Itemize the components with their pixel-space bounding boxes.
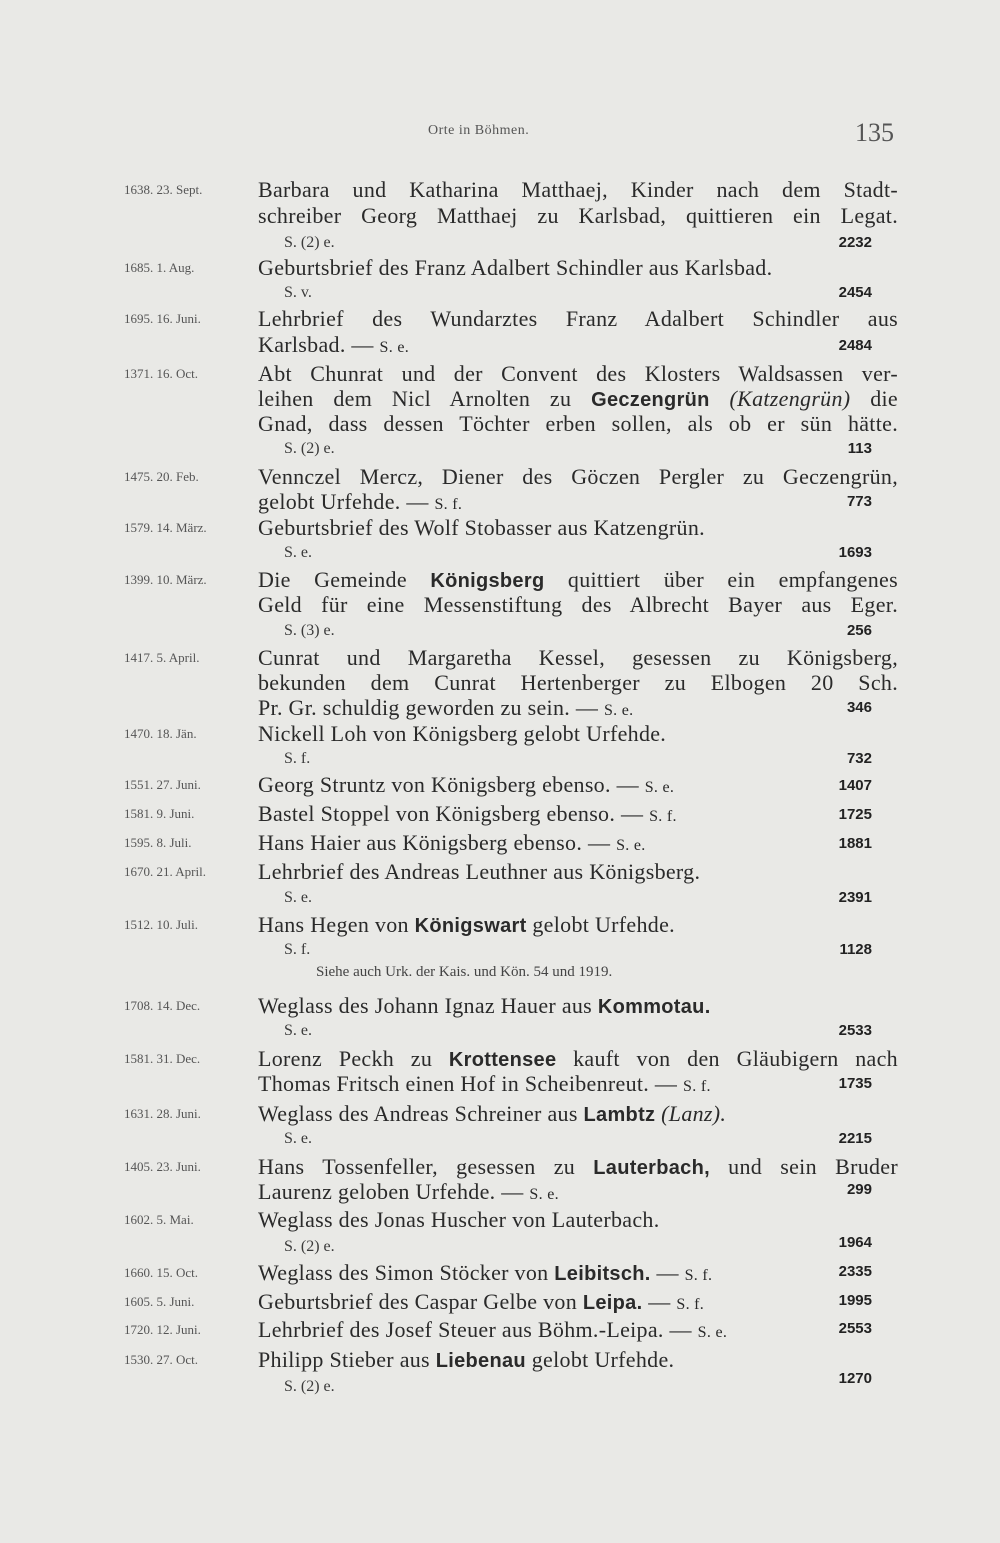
place-variant: (Lanz). — [661, 1101, 727, 1126]
entry-date: 1708. 14. Dec. — [124, 998, 201, 1013]
entry-text: und sein Bruder — [728, 1154, 898, 1179]
place-name: Königswart — [414, 915, 527, 937]
entry-text-line: Abt Chunrat und der Convent des Klosters Waldsassen ver- — [258, 361, 898, 386]
place-name: Leibitsch. — [554, 1263, 651, 1285]
place-variant: (Katzengrün) — [729, 386, 851, 411]
entry-date: 1399. 10. März. — [124, 572, 207, 587]
document-number: 732 — [846, 750, 872, 767]
document-number: 2484 — [838, 337, 872, 354]
place-name: Krottensee — [448, 1049, 557, 1071]
seal-note: S. e. — [284, 544, 312, 561]
entry-text: Weglass des Simon Stöcker von — [258, 1260, 549, 1285]
entry-date: 1581. 9. Juni. — [124, 806, 195, 821]
place-name: Liebenau — [435, 1350, 526, 1372]
entry-date: 1602. 5. Mai. — [124, 1212, 194, 1227]
document-number: 1725 — [838, 806, 872, 823]
entry-date: 1670. 21. April. — [124, 864, 206, 879]
entry-text-line — [258, 992, 898, 1021]
seal-note: S. (2) e. — [284, 1238, 335, 1255]
document-number: 2533 — [838, 1022, 872, 1039]
entry-date: 1631. 28. Juni. — [124, 1106, 201, 1121]
document-number: 2215 — [838, 1130, 872, 1147]
entry-text-line: Nickell Loh von Königsberg gelobt Urfehde. — [258, 721, 667, 746]
entry-text: Bastel Stoppel von Königsberg ebenso. — — [258, 801, 644, 826]
document-number: 1881 — [838, 835, 872, 852]
entry-text: Hans Haier aus Königsberg ebenso. — — [258, 830, 611, 855]
entry-text: leihen dem Nicl Arnolten zu — [258, 386, 572, 411]
seal-note: S. f. — [649, 808, 677, 825]
entry-date: 1530. 27. Oct. — [124, 1352, 199, 1367]
seal-note: S. v. — [284, 284, 312, 301]
document-number: 2553 — [838, 1320, 872, 1337]
entry-text: kauft von den Gläubigern nach — [573, 1046, 898, 1071]
seal-note: S. e. — [603, 702, 634, 719]
entry-text: — — [656, 1260, 679, 1285]
entry-date: 1579. 14. März. — [124, 520, 207, 535]
entry-text: Lehrbrief des Josef Steuer aus Böhm.-Leipa. — — [258, 1317, 692, 1342]
running-header: Orte in Böhmen. — [428, 123, 530, 138]
entry-text: gelobt Urfehde. — [532, 912, 675, 937]
entry-text-line: Cunrat und Margaretha Kessel, gesessen zu Königsberg, — [258, 645, 898, 670]
entry-text-line: schreiber Georg Matthaej zu Karlsbad, quittieren ein Legat. — [258, 203, 898, 228]
seal-note: S. e. — [644, 779, 675, 796]
entry-text-line: Weglass des Jonas Huscher von Lauterbach. — [258, 1207, 660, 1232]
seal-note: S. (3) e. — [284, 622, 335, 639]
entry-date: 1685. 1. Aug. — [124, 260, 195, 275]
seal-note: S. e. — [284, 1130, 312, 1147]
place-name: Geczengrün — [591, 389, 710, 411]
entry-date: 1512. 10. Juli. — [124, 917, 199, 932]
document-number: 299 — [846, 1181, 872, 1198]
document-number: 1964 — [838, 1234, 872, 1251]
entry-text-line: Gnad, dass dessen Töchter erben sollen, als ob er sün hätte. — [258, 411, 898, 436]
document-number: 1270 — [838, 1370, 872, 1387]
seal-note: S. f. — [284, 941, 311, 958]
document-number: 113 — [847, 440, 872, 457]
document-number: 2454 — [838, 284, 872, 301]
entry-text: Lorenz Peckh zu — [258, 1046, 433, 1071]
place-name: Königsberg — [430, 570, 545, 592]
entry-date: 1551. 27. Juni. — [124, 777, 201, 792]
place-name: Lauterbach, — [593, 1157, 710, 1179]
seal-note: S. f. — [434, 496, 463, 513]
seal-note: S. e. — [379, 339, 410, 356]
entry-date: 1475. 20. Feb. — [124, 469, 199, 484]
entry-text: die — [870, 386, 898, 411]
document-number: 2232 — [838, 234, 872, 251]
document-number: 1128 — [839, 941, 872, 958]
entry-text: Pr. Gr. schuldig geworden zu sein. — — [258, 695, 599, 720]
entry-text-line — [258, 911, 898, 940]
entry-date: 1605. 5. Juni. — [124, 1294, 195, 1309]
document-number: 2335 — [838, 1263, 872, 1280]
entry-text: Laurenz geloben Urfehde. — — [258, 1179, 524, 1204]
document-number: 1407 — [838, 777, 872, 794]
entry-date: 1371. 16. Oct. — [124, 366, 199, 381]
entry-text: Weglass des Andreas Schreiner aus — [258, 1101, 578, 1126]
entry-date: 1595. 8. Juli. — [124, 835, 192, 850]
seal-note: S. f. — [284, 750, 311, 767]
entry-text-line: Geburtsbrief des Wolf Stobasser aus Katzengrün. — [258, 515, 705, 540]
entry-text: — — [648, 1289, 671, 1314]
entry-text: Georg Struntz von Königsberg ebenso. — — [258, 772, 639, 797]
document-number: 773 — [846, 493, 872, 510]
seal-note: S. f. — [676, 1296, 705, 1313]
entry-date: 1660. 15. Oct. — [124, 1265, 199, 1280]
entry-text: Karlsbad. — — [258, 332, 374, 357]
entry-text: Philipp Stieber aus — [258, 1347, 430, 1372]
entry-text-line: Geburtsbrief des Franz Adalbert Schindler aus Karlsbad. — [258, 255, 773, 280]
seal-note: S. (2) e. — [284, 234, 335, 251]
entry-text: Hans Hegen von — [258, 912, 409, 937]
entry-text: Geburtsbrief des Caspar Gelbe von — [258, 1289, 578, 1314]
entry-date: 1695. 16. Juni. — [124, 311, 201, 326]
document-number: 346 — [846, 699, 872, 716]
entry-text-line: Lehrbrief des Andreas Leuthner aus Königsberg. — [258, 859, 701, 884]
entry-text: gelobt Urfehde. — [531, 1347, 675, 1372]
entry-text-line: Lehrbrief des Wundarztes Franz Adalbert Schindler aus — [258, 306, 898, 331]
place-name: Leipa. — [582, 1292, 643, 1314]
entry-date: 1405. 23. Juni. — [124, 1159, 201, 1174]
entry-text-line — [258, 1316, 838, 1347]
entry-text: gelobt Urfehde. — — [258, 489, 429, 514]
entry-date: 1470. 18. Jän. — [124, 726, 197, 741]
seal-note: S. f. — [683, 1078, 711, 1095]
entry-text: Weglass des Johann Ignaz Hauer aus — [258, 993, 593, 1018]
seal-note: S. e. — [529, 1186, 559, 1203]
entry-text-line — [258, 1100, 898, 1129]
document-number: 256 — [846, 622, 872, 639]
entry-text-line: bekunden dem Cunrat Hertenberger zu Elbogen 20 Sch. — [258, 670, 898, 695]
seal-note: S. e. — [284, 1022, 312, 1039]
seal-note: S. e. — [616, 837, 646, 854]
entry-text: Die Gemeinde — [258, 567, 407, 592]
entry-date: 1417. 5. April. — [124, 650, 200, 665]
entry-text-line: Barbara und Katharina Matthaej, Kinder nach dem Stadt- — [258, 177, 898, 202]
page-number: 135 — [855, 118, 894, 147]
cross-reference-note: Siehe auch Urk. der Kais. und Kön. 54 und 1919. — [316, 964, 613, 980]
entry-text-line: Geld für eine Messenstiftung des Albrecht Bayer aus Eger. — [258, 592, 898, 617]
seal-note: S. (2) e. — [284, 440, 335, 457]
entry-date: 1638. 23. Sept. — [124, 182, 203, 197]
document-number: 1995 — [838, 1292, 872, 1309]
document-number: 2391 — [838, 889, 872, 906]
entry-text-line: Vennczel Mercz, Diener des Göczen Pergler zu Geczengrün, — [258, 464, 898, 489]
place-name: Kommotau. — [597, 996, 711, 1018]
place-name: Lambtz — [583, 1104, 656, 1126]
document-number: 1693 — [838, 544, 872, 561]
seal-note: S. (2) e. — [284, 1378, 335, 1395]
seal-note: S. f. — [684, 1267, 713, 1284]
entry-date: 1720. 12. Juni. — [124, 1322, 201, 1337]
seal-note: S. e. — [697, 1324, 728, 1341]
entry-text: Thomas Fritsch einen Hof in Scheibenreut. — — [258, 1071, 678, 1096]
seal-note: S. e. — [284, 889, 312, 906]
entry-text: Hans Tossenfeller, gesessen zu — [258, 1154, 576, 1179]
entry-text: quittiert über ein empfangenes — [567, 567, 898, 592]
entry-date: 1581. 31. Dec. — [124, 1051, 201, 1066]
document-number: 1735 — [838, 1075, 872, 1092]
